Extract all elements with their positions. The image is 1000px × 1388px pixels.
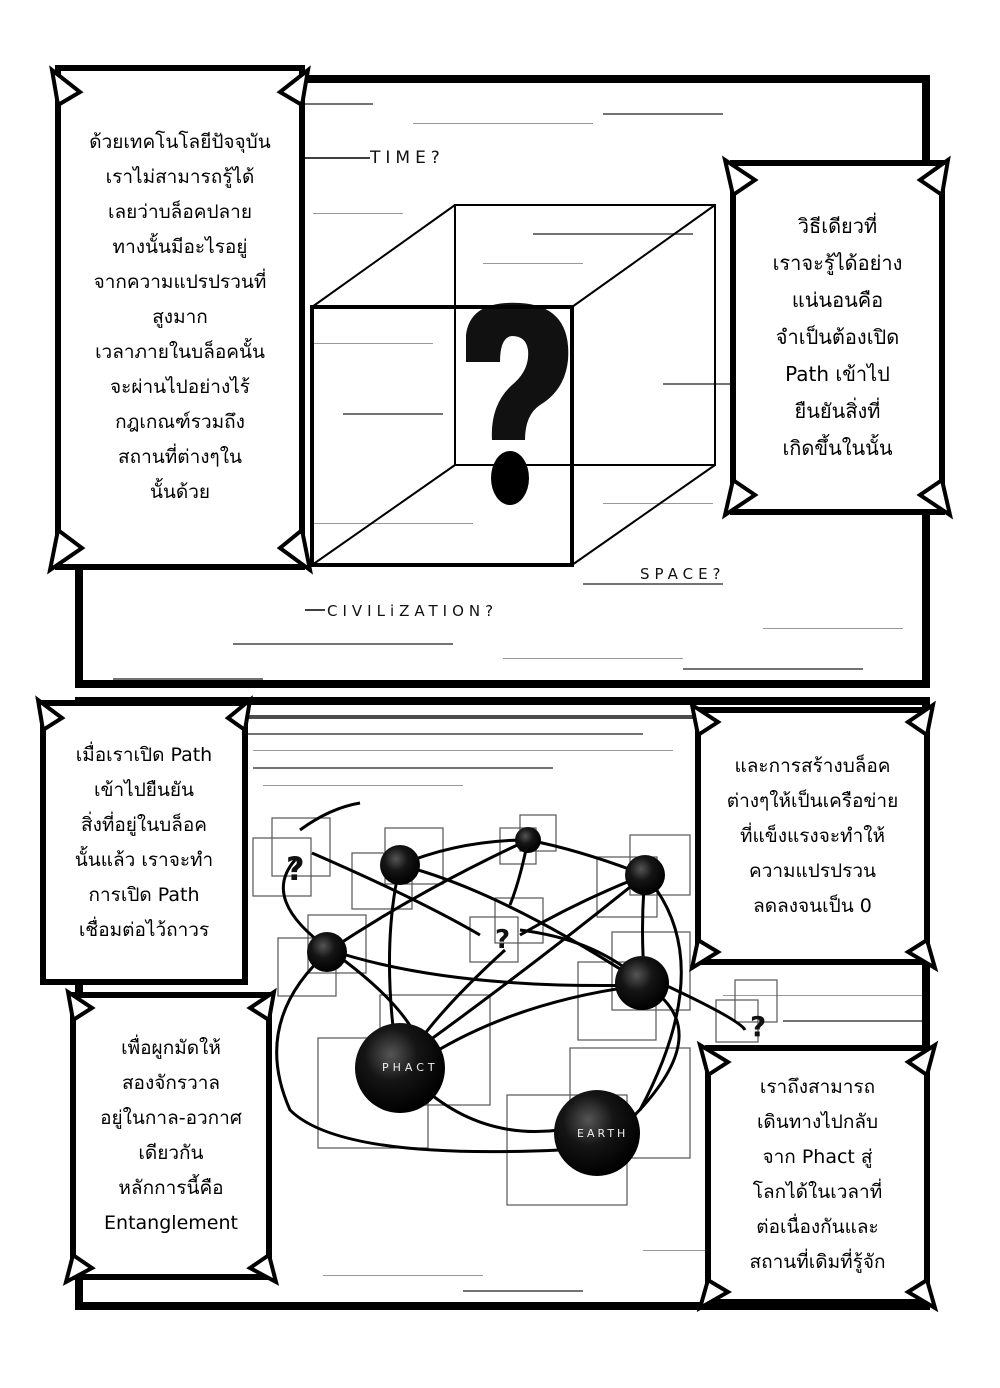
svg-text:?: ? [750,1010,767,1043]
caption-line: เลยว่าบล็อคปลาย [108,201,252,223]
caption-line: สองจักรวาล [121,1072,221,1094]
caption-line: ทางนั้นมีอะไรอยู่ [112,236,248,258]
sphere-node [615,956,669,1010]
civilization-label: CIVILiZATION? [327,602,499,620]
caption-only-way [730,160,945,515]
caption-travel [705,1045,930,1305]
caption-line: หลักการนี้คือ [118,1177,224,1199]
caption-line: จากความแปรปรวนที่ [93,271,267,293]
caption-line: ความแปรปรวน [748,859,876,882]
time-label: TIME? [370,148,445,168]
caption-line: สิ่งที่อยู่ในบล็อค [80,813,208,836]
caption-line: นั้นแล้ว เราจะทำ [74,848,214,871]
caption-line: Entanglement [104,1212,238,1234]
caption-line: เกิดขึ้นในนั้น [782,436,893,460]
svg-text:?: ? [286,850,305,888]
phact-label: PHACT [382,1061,439,1074]
caption-entanglement [70,992,272,1280]
caption-line: วิธีเดียวที่ [797,214,878,238]
sphere-node [307,932,347,972]
caption-line: ด้วยเทคโนโลยีปัจจุบัน [89,131,271,153]
caption-line: เมื่อเราเปิด Path [75,743,213,766]
caption-line: ต่อเนื่องกันและ [756,1216,879,1238]
caption-line: โลกได้ในเวลาที่ [752,1181,883,1203]
caption-line: จำเป็นต้องเปิด [775,325,900,349]
sphere-node [515,827,541,853]
caption-line: เดียวกัน [138,1142,204,1164]
caption-line: เราไม่สามารถรู้ได้ [105,166,255,188]
caption-line: เดินทางไปกลับ [756,1111,879,1133]
caption-line: เวลาภายในบล็อคนั้น [95,341,265,363]
earth-label: EARTH [577,1127,629,1140]
caption-line: ต่างๆให้เป็นเครือข่าย [726,789,899,812]
caption-line: สูงมาก [152,306,208,328]
caption-line: กฎเกณฑ์รวมถึง [115,411,245,433]
caption-network [695,707,930,965]
caption-line: การเปิด Path [88,883,200,906]
caption-line: เชื่อมต่อไว้ถาวร [78,918,210,941]
caption-line: นั้นด้วย [149,481,211,503]
caption-line: เราถึงสามารถ [759,1076,876,1098]
caption-line: สถานที่ต่างๆใน [117,446,243,468]
caption-line: จะผ่านไปอย่างไร้ [110,376,250,398]
caption-line: จาก Phact สู่ [762,1146,873,1168]
caption-line: สถานที่เดิมที่รู้จัก [749,1251,886,1273]
svg-text:?: ? [495,925,511,955]
caption-line: ยืนยันสิ่งที่ [794,399,881,423]
caption-line: ที่แข็งแรงจะทำให้ [739,824,886,847]
caption-line: เราจะรู้ได้อย่าง [772,251,903,275]
caption-open-path [40,700,248,985]
caption-technology-limit [55,65,305,570]
caption-line: เพื่อผูกมัดให้ [121,1037,221,1059]
caption-line: และการสร้างบล็อค [734,754,891,777]
caption-line: เข้าไปยืนยัน [93,778,194,801]
caption-line: ลดลงจนเป็น 0 [753,894,872,917]
caption-line: Path เข้าไป [785,362,890,386]
sphere-node [625,855,665,895]
caption-line: อยู่ในกาล-อวกาศ [100,1107,242,1129]
space-label: SPACE? [640,565,726,583]
caption-line: แน่นอนคือ [791,288,884,312]
sphere-node [380,845,420,885]
